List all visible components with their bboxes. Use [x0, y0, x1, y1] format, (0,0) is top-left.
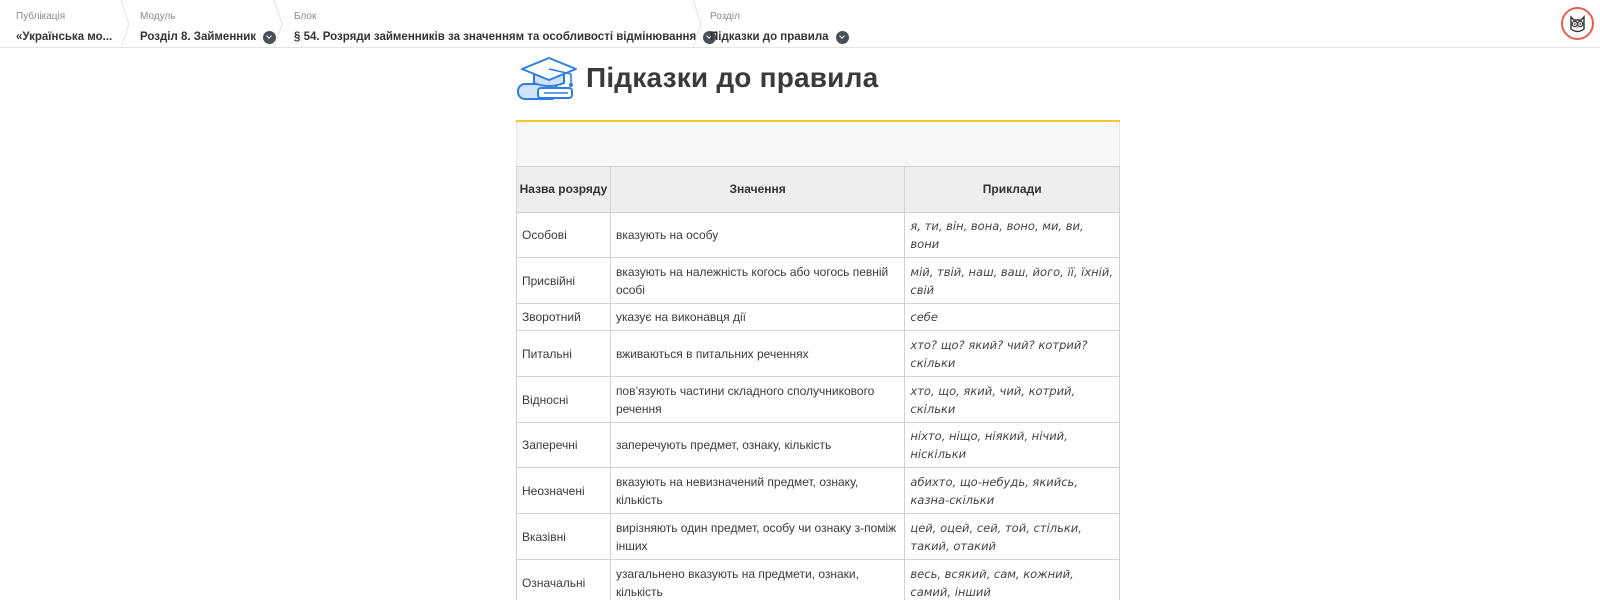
breadcrumb-separator — [692, 0, 702, 48]
breadcrumb-label: Модуль — [140, 11, 176, 22]
category-examples: абихто, що-небудь, якийсь, казна-скільки — [905, 468, 1120, 514]
graduation-cap-books-icon — [516, 54, 578, 102]
breadcrumb-separator — [273, 0, 283, 48]
chevron-down-icon[interactable] — [836, 31, 849, 44]
column-header-meaning: Значення — [610, 167, 904, 213]
category-examples: хто, що, який, чий, котрий, скільки — [905, 377, 1120, 423]
table-row — [517, 468, 1120, 514]
category-meaning: узагальнено вказують на предмети, ознаки, кількість — [610, 560, 904, 600]
category-name: Присвійні — [517, 258, 611, 304]
owl-avatar-icon[interactable] — [1561, 7, 1594, 40]
breadcrumb-value: Підказки до правила — [710, 30, 849, 44]
content-area — [516, 54, 1120, 102]
breadcrumb-value: § 54. Розряди займенників за значенням та особливості відмінювання — [294, 30, 716, 44]
breadcrumb-value: Розділ 8. Займенник — [140, 30, 276, 44]
breadcrumb-bar — [0, 0, 1600, 48]
breadcrumb-block[interactable] — [294, 0, 716, 48]
category-examples: мій, твій, наш, ваш, його, її, їхній, свій — [905, 258, 1120, 304]
column-header-name: Назва розряду — [517, 167, 611, 213]
category-examples: я, ти, він, вона, воно, ми, ви, вони — [905, 213, 1120, 258]
table-header-row — [517, 167, 1120, 213]
category-meaning: вживаються в питальних реченнях — [610, 331, 904, 377]
breadcrumb-value: «Українська мо... — [16, 31, 113, 43]
column-header-examples: Приклади — [905, 167, 1120, 213]
category-examples: себе — [905, 304, 1120, 331]
breadcrumb-publication[interactable] — [16, 0, 116, 48]
category-meaning: вирізняють один предмет, особу чи ознаку з-поміж інших — [610, 514, 904, 560]
category-name: Особові — [517, 213, 611, 258]
category-examples: ніхто, ніщо, ніякий, нічий, ніскільки — [905, 423, 1120, 468]
category-name: Відносні — [517, 377, 611, 423]
table-row — [517, 213, 1120, 258]
category-meaning: заперечують предмет, ознаку, кількість — [610, 423, 904, 468]
category-examples: весь, всякий, сам, кожний, самий, інший — [905, 560, 1120, 600]
table-row — [517, 331, 1120, 377]
table-row — [517, 514, 1120, 560]
table-row — [517, 304, 1120, 331]
table-row — [517, 377, 1120, 423]
page-title: Підказки до правила — [586, 62, 879, 93]
category-name: Питальні — [517, 331, 611, 377]
category-meaning: вказують на належність когось або чогось певній особі — [610, 258, 904, 304]
table-caption-band — [516, 122, 1120, 166]
category-examples: хто? що? який? чий? котрий? скільки — [905, 331, 1120, 377]
category-meaning: вказують на особу — [610, 213, 904, 258]
pronoun-categories-table — [516, 166, 1120, 600]
category-meaning: пов’язують частини складного сполучникового речення — [610, 377, 904, 423]
breadcrumb-label: Розділ — [710, 11, 740, 22]
breadcrumb-separator — [120, 0, 130, 48]
category-examples: цей, оцей, сей, той, стільки, такий, отакий — [905, 514, 1120, 560]
table-row — [517, 258, 1120, 304]
breadcrumb-label: Публікація — [16, 11, 66, 22]
breadcrumb-section[interactable] — [710, 0, 849, 48]
category-name: Означальні — [517, 560, 611, 600]
category-name: Вказівні — [517, 514, 611, 560]
category-meaning: вказують на невизначений предмет, ознаку, кількість — [610, 468, 904, 514]
breadcrumb-module[interactable] — [140, 0, 276, 48]
table-row — [517, 560, 1120, 600]
table-row — [517, 423, 1120, 468]
category-name: Заперечні — [517, 423, 611, 468]
category-name: Зворотний — [517, 304, 611, 331]
category-meaning: указує на виконавця дії — [610, 304, 904, 331]
page-heading — [516, 54, 1120, 102]
breadcrumb-label: Блок — [294, 11, 317, 22]
category-name: Неозначені — [517, 468, 611, 514]
